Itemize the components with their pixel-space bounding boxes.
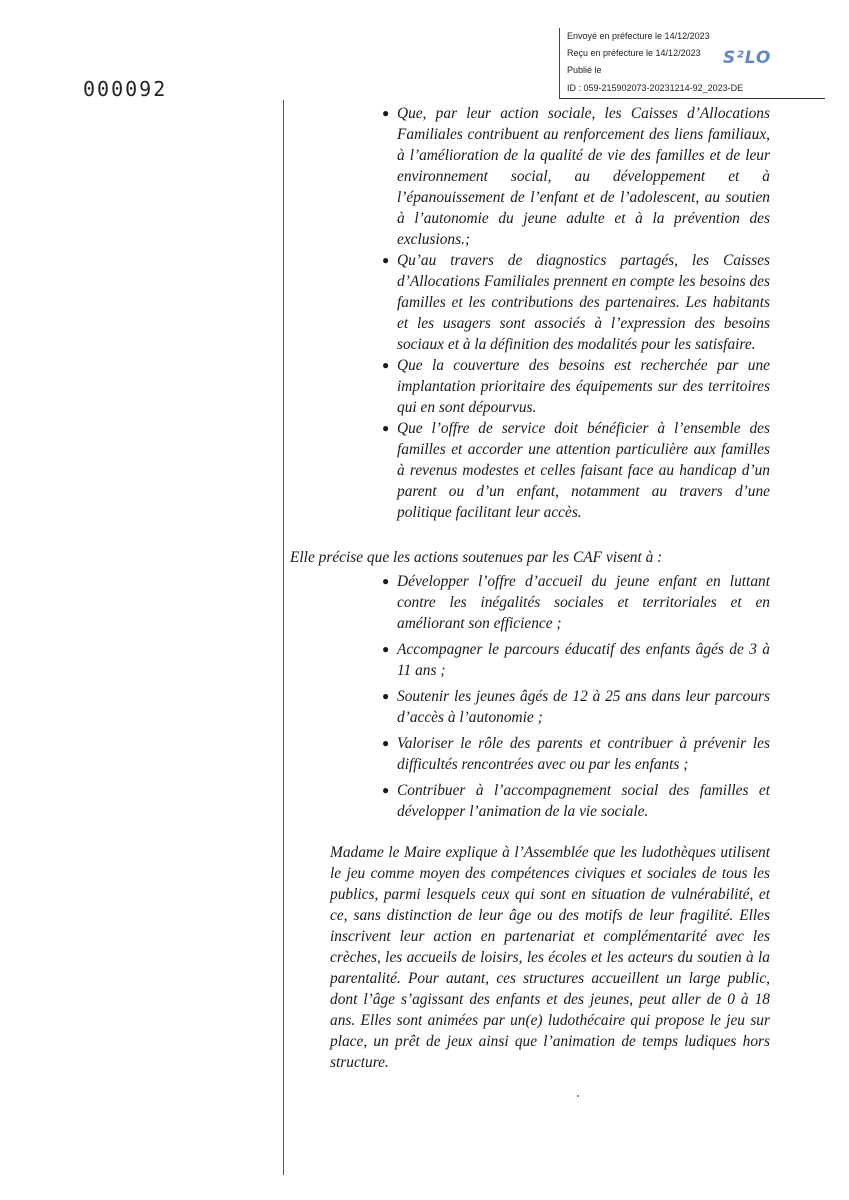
stamp-sent-date: Envoyé en préfecture le 14/12/2023 [567, 31, 710, 41]
list-item-text: Que l’offre de service doit bénéficier à l’ensemble des familles et accorder une attention particulière aux familles à revenus modestes et celles faisant face au handicap d’un parent ou d’un enfant, notamment au travers d’une politique facilitant leur accès. [397, 420, 770, 521]
bullet-icon: ● [382, 421, 390, 435]
list-item-text: Développer l’offre d’accueil du jeune enfant en luttant contre les inégalités sociales et territoriales et en améliorant son efficience ; [397, 573, 770, 632]
list-item [382, 639, 770, 681]
bullet-icon: ● [382, 574, 390, 588]
list-item-text: Contribuer à l’accompagnement social des familles et développer l’animation de la vie sociale. [397, 782, 770, 820]
list-item [382, 571, 770, 634]
list-item [382, 103, 770, 250]
list-item [382, 780, 770, 822]
bullet-icon: ● [382, 689, 390, 703]
caf-intro: Elle précise que les actions soutenues par les CAF visent à : [290, 549, 663, 566]
bullet-icon: ● [382, 642, 390, 656]
list-item [382, 250, 770, 355]
caf-actions-list [382, 571, 770, 822]
list-item-text: Que la couverture des besoins est recherchée par une implantation prioritaire des équipements sur des territoires qui en sont dépourvus. [397, 357, 770, 416]
stamp-published: Publié le [567, 65, 602, 75]
stamp-id: ID : 059-215902073-20231214-92_2023-DE [567, 83, 744, 93]
list-item-text: Qu’au travers de diagnostics partagés, les Caisses d’Allocations Familiales prennent en compte les besoins des familles et les contributions des partenaires. Les habitants et les usagers sont associés à l’expression des besoins sociaux et à la définition des modalités pour les satisfaire. [397, 252, 770, 353]
scan-speck [577, 1095, 579, 1097]
document-body [290, 103, 770, 1073]
stamp-received-date: Reçu en préfecture le 14/12/2023 [567, 48, 701, 58]
list-item-text: Soutenir les jeunes âgés de 12 à 25 ans dans leur parcours d’accès à l’autonomie ; [397, 688, 770, 726]
bullet-icon: ● [382, 783, 390, 797]
list-item-text: Accompagner le parcours éducatif des enfants âgés de 3 à 11 ans ; [397, 641, 770, 679]
bullet-icon: ● [382, 253, 390, 267]
principles-list [382, 103, 770, 523]
list-item [382, 686, 770, 728]
list-item-text: Valoriser le rôle des parents et contribuer à prévenir les difficultés rencontrées avec ou par les enfants ; [397, 735, 770, 773]
margin-rule [283, 100, 284, 1175]
bullet-icon: ● [382, 106, 390, 120]
bullet-icon: ● [382, 358, 390, 372]
list-item [382, 355, 770, 418]
s2lo-signature-logo: S²LO [723, 48, 772, 68]
list-item [382, 733, 770, 775]
page-number: 000092 [83, 77, 168, 101]
bullet-icon: ● [382, 736, 390, 750]
list-item [382, 418, 770, 523]
list-item-text: Que, par leur action sociale, les Caisses d’Allocations Familiales contribuent au renforcement des liens familiaux, à l’amélioration de la qualité de vie des familles et de leur environnement social, au développement et à l’épanouissement de l’enfant et de l’adolescent, au soutien à l’autonomie du jeune adulte et à la prévention des exclusions.; [397, 105, 770, 248]
prefecture-stamp [559, 28, 825, 99]
ludotheques-paragraph: Madame le Maire explique à l’Assemblée que les ludothèques utilisent le jeu comme moyen des compétences civiques et sociales de tous les publics, parmi lesquels ceux qui sont en situation de vulnérabilité, et ce, sans distinction de leur âge ou des motifs de leur fragilité. Elles inscrivent leur action en partenariat et complémentarité avec les crèches, les accueils de loisirs, les écoles et les acteurs du soutien à la parentalité. Pour autant, ces structures accueillent un large public, dont l’âge s’agissant des enfants et des jeunes, peut aller de 0 à 18 ans. Elles sont animées par un(e) ludothécaire qui propose le jeu sur place, un prêt de jeux ainsi que l’animation de temps ludiques hors structure. [330, 844, 770, 1071]
